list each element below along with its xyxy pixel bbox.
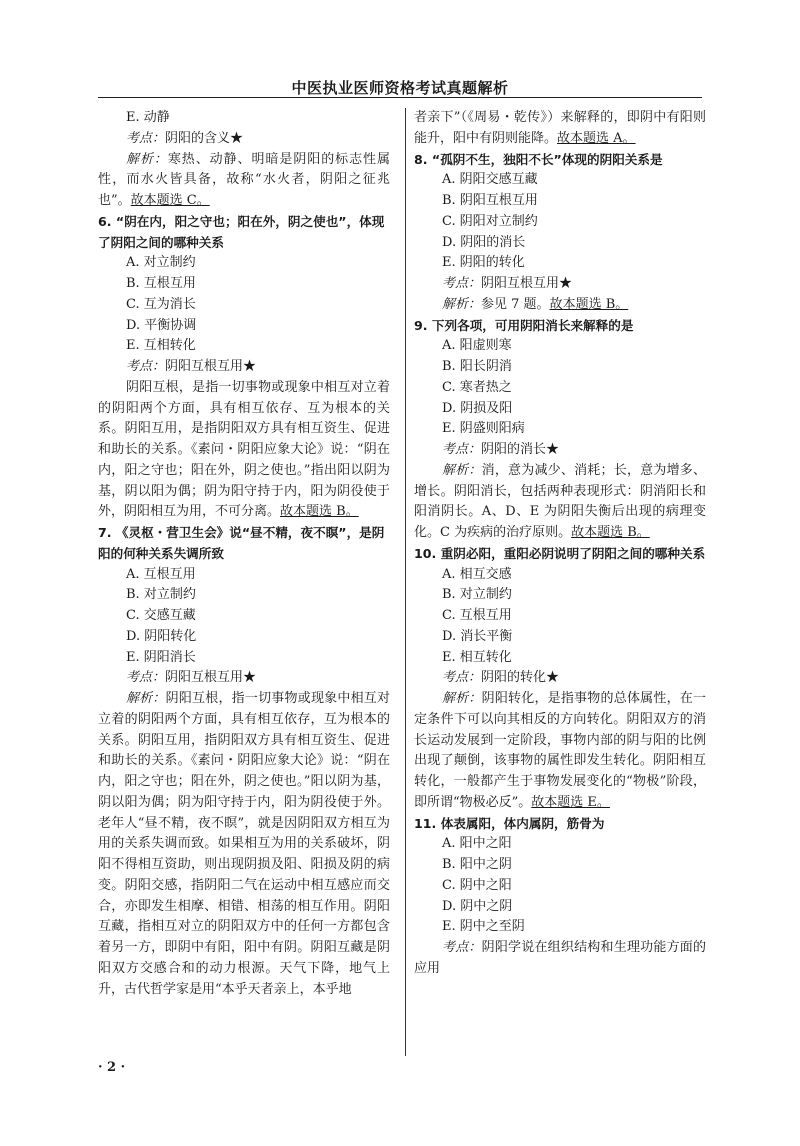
key-point-text: 阴阳的含义★	[165, 130, 244, 146]
option-d: D. 阴阳转化	[126, 628, 197, 644]
answer-text: 故本题选 E。	[531, 794, 610, 810]
explanation-text: 阴阳转化，是指事物的总体属性，在一定条件下可以向其相反的方向转化。阴阳双方的消长运动发展到一定阶段，事物内部的阴与阳的比例出现了颠倒，该事物的属性即发生转化。阴阳相互转化，一般都产生于事物发展变化的“物极”阶段，即所谓“物极必反”。	[414, 691, 706, 810]
option-c: C. 寒者热之	[442, 379, 512, 395]
key-point-label: 考点：	[126, 670, 166, 686]
running-header: 中医执业医师资格考试真题解析	[291, 79, 509, 97]
option-c: C. 交感互藏	[126, 608, 196, 623]
answer-text: 故本题选 B。	[571, 525, 650, 540]
explanation	[98, 689, 390, 1000]
answer-text: 故本题选 B。	[280, 504, 359, 520]
option-e: E. 相互转化	[442, 649, 512, 665]
key-point-text: 阴阳的消长★	[481, 442, 560, 457]
option-a: A. 互根互用	[126, 566, 196, 582]
option-d: D. 阴损及阳	[442, 400, 513, 416]
key-point-label: 考点：	[126, 359, 166, 374]
page-number: · 2 ·	[98, 1060, 126, 1075]
explanation-text: 阴阳互根，指一切事物或现象中相互对立着的阴阳两个方面，具有相互依存，互为根本的关系。阴阳互用，指阴阳双方具有相互资生、促进和助长的关系。《素问・阴阳应象大论》说：“阴在内，阳之守也；阳在外，阴之使也。”阳以阴为基，阴以阳为偶；阴为阳守持于内，阳为阴役使于外。老年人“昼不精，夜不瞑”，就是因阴阳双方相互为用的关系失调而致。如果相互为用的关系破坏，阴阳不得相互资助，则出现阴损及阳、阳损及阴的病变。阴阳交感，指阴阳二气在运动中相互感应而交合，亦即发生相摩、相错、相荡的相互作用。阴阳互藏，指相互对立的阴阳双方中的任何一方都包含着另一方，即阴中有阳，阳中有阴。阴阳互藏是阴阳双方交感合和的动力根源。天气下降，地气上升，古代哲学家是用“本乎天者亲上，本乎地	[98, 691, 390, 997]
option-b: B. 对立制约	[126, 587, 196, 603]
key-point	[98, 129, 390, 150]
key-point	[98, 357, 390, 378]
key-point-label: 考点：	[442, 940, 482, 955]
right-column	[414, 108, 706, 980]
question-9-stem: 9. 下列各项，可用阴阳消长来解释的是	[414, 317, 634, 333]
option-e: E. 阴阳消长	[126, 649, 196, 665]
key-point	[414, 274, 706, 295]
explanation-continued	[414, 108, 706, 150]
explanation-text: 参见 7 题。	[481, 296, 550, 312]
explanation-label: 解析：	[442, 462, 482, 478]
option-b: B. 阳长阴消	[442, 359, 512, 374]
option-b: B. 对立制约	[442, 587, 512, 603]
explanation	[414, 689, 706, 814]
explanation-text: 消，意为减少、消耗；长，意为增多、增长。阴阳消长，包括两种表现形式：阴消阳长和阳消阴长。A、D、E 为阴阳失衡后出现的病理变化。C 为疾病的治疗原则。	[414, 462, 706, 540]
question-7-stem: 7. 《灵枢・营卫生会》说“昼不精，夜不瞑”，是阴阳的何种关系失调所致	[98, 525, 385, 561]
option-b: B. 阳中之阴	[442, 857, 512, 872]
option-c: C. 互根互用	[442, 608, 512, 623]
option-c: C. 阴中之阳	[442, 877, 512, 893]
option-a: A. 阳中之阳	[442, 836, 512, 852]
key-point	[414, 668, 706, 689]
option-a: A. 阴阳交感互藏	[442, 172, 538, 188]
option-e: E. 阴盛则阳病	[442, 421, 525, 437]
option-e: E. 阴阳的转化	[442, 255, 525, 271]
explanation	[98, 378, 390, 523]
column-divider	[405, 108, 406, 1056]
explanation-text: 阴阳互根，是指一切事物或现象中相互对立着的阴阳两个方面，具有相互依存、互为根本的关系。阴阳互用，是指阴阳双方具有相互资生、促进和助长的关系。《素问・阴阳应象大论》说：“阴在内，阳之守也；阳在外，阴之使也。”指出阳以阴为基，阴以阳为偶；阴为阳守持于内，阳为阴役使于外，阴阳相互为用，不可分离。	[98, 379, 390, 520]
answer-text: 故本题选 C。	[130, 193, 210, 208]
question-8-stem: 8. “孤阴不生，独阳不长”体现的阴阳关系是	[414, 151, 663, 167]
explanation	[414, 295, 706, 316]
option-e: E. 阴中之至阴	[442, 919, 525, 935]
header-rule	[98, 97, 702, 98]
option-e: E. 互相转化	[126, 338, 196, 354]
option-a: A. 阳虚则寒	[442, 338, 512, 354]
key-point	[414, 440, 706, 461]
explanation-label: 解析：	[442, 691, 482, 706]
key-point-text: 阴阳学说在组织结构和生理功能方面的应用	[414, 940, 706, 976]
key-point-text: 阴阳互根互用★	[165, 359, 257, 374]
option-b: B. 阴阳互根互用	[442, 193, 538, 208]
question-11-stem: 11. 体表属阳，体内属阴，筋骨为	[414, 815, 605, 831]
option-c: C. 互为消长	[126, 296, 196, 312]
key-point-text: 阴阳互根互用★	[481, 276, 573, 291]
option-e: E. 动静	[126, 110, 170, 125]
key-point-label: 考点：	[442, 670, 482, 686]
left-column	[98, 108, 390, 1000]
answer-text: 故本题选 B。	[549, 296, 629, 312]
key-point-label: 考点：	[442, 442, 482, 457]
explanation-label: 解析：	[442, 296, 482, 312]
explanation-label: 解析：	[126, 691, 166, 706]
explanation	[414, 461, 706, 544]
key-point-text: 阴阳互根互用★	[165, 670, 257, 686]
question-10-stem: 10. 重阴必阳，重阳必阴说明了阴阳之间的哪种关系	[414, 545, 706, 561]
explanation-text: 寒热、动静、明暗是阴阳的标志性属性，而水火皆具备，故称“水火者，阴阳之征兆也”。	[98, 151, 390, 208]
key-point-text: 阴阳的转化★	[481, 670, 560, 686]
option-a: A. 对立制约	[126, 255, 196, 271]
option-d: D. 平衡协调	[126, 317, 197, 333]
key-point-label: 考点：	[126, 130, 166, 146]
explanation-text: 者亲下”（《周易・乾传》）来解释的，即阴中有阳则能升，阳中有阴则能降。	[414, 110, 706, 146]
answer-text: 故本题选 A。	[557, 130, 636, 146]
key-point-label: 考点：	[442, 276, 482, 291]
key-point	[414, 938, 706, 980]
question-6-stem: 6. “阴在内，阳之守也；阳在外，阴之使也”，体现了阴阳之间的哪种关系	[98, 213, 385, 250]
option-d: D. 阴中之阴	[442, 898, 513, 914]
option-b: B. 互根互用	[126, 276, 196, 291]
key-point	[98, 668, 390, 689]
option-d: D. 消长平衡	[442, 628, 513, 644]
option-a: A. 相互交感	[442, 566, 512, 582]
explanation-label: 解析：	[126, 151, 168, 167]
option-c: C. 阴阳对立制约	[442, 213, 538, 229]
explanation	[98, 150, 390, 212]
option-d: D. 阴阳的消长	[442, 234, 526, 250]
